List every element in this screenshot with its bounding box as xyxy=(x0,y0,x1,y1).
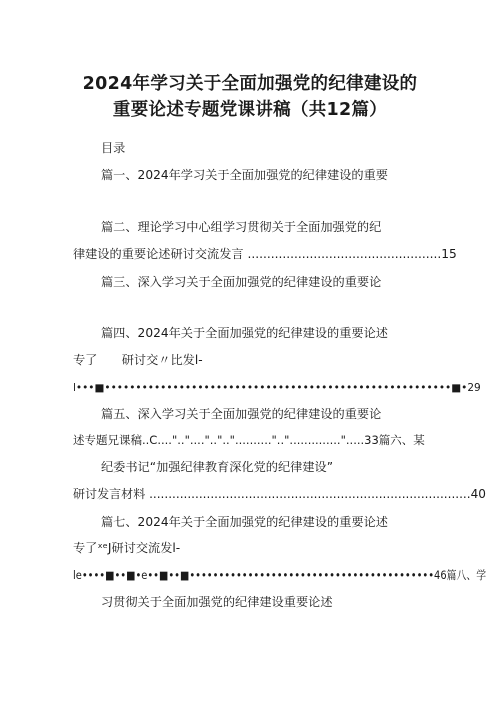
toc-entry-2-line-2: 律建设的重要论述研讨交流发言 ..................................................15 xyxy=(73,247,457,261)
toc-entry-4-line-3: l•••■••••••••••••••••••••••••••••••••••••••••••••••••••••••••■•29 xyxy=(73,382,481,394)
toc-heading: 目录 xyxy=(101,141,126,155)
toc-entry-6-line-2: 研讨发言材料 ....................................................................................40 xyxy=(73,487,486,501)
toc-entry-8-line-1: 习贯彻关于全面加强党的纪律建设重要论述 xyxy=(101,595,333,609)
toc-entry-5-line-1: 篇五、深入学习关于全面加强党的纪律建设的重要论 xyxy=(101,407,382,421)
toc-entry-3: 篇三、深入学习关于全面加强党的纪律建设的重要论 xyxy=(101,275,382,289)
toc-entry-7-line-1: 篇七、2024年关于全面加强党的纪律建设的重要论述 xyxy=(101,515,388,529)
toc-entry-5-line-2: 述专题兄课稿..C....".."...."..".."..........".."..............".....33篇六、某 xyxy=(73,433,425,447)
toc-entry-7-line-2: 专了ˣᵉJ研讨交流发l- xyxy=(73,541,181,555)
document-title-line-1: 2024年学习关于全面加强党的纪律建设的 xyxy=(82,74,418,94)
toc-entry-6-line-1: 纪委书记“加强纪律教育深化党的纪律建设” xyxy=(101,460,334,474)
toc-entry-1: 篇一、2024年学习关于全面加强党的纪律建设的重要 xyxy=(101,168,388,182)
toc-entry-4-line-2: 专了 研讨交〃比发l- xyxy=(73,353,203,367)
toc-entry-2-line-1: 篇二、理论学习中心组学习贯彻关于全面加强党的纪 xyxy=(101,220,382,234)
toc-entry-7-line-3: le••••■••■•e••■••■••••••••••••••••••••••••••••••••••••••••••46篇八、学 xyxy=(73,568,487,582)
toc-entry-4-line-1: 篇四、2024年关于全面加强党的纪律建设的重要论述 xyxy=(101,326,388,340)
document-title-line-2: 重要论述专题党课讲稿（共12篇） xyxy=(112,100,388,120)
